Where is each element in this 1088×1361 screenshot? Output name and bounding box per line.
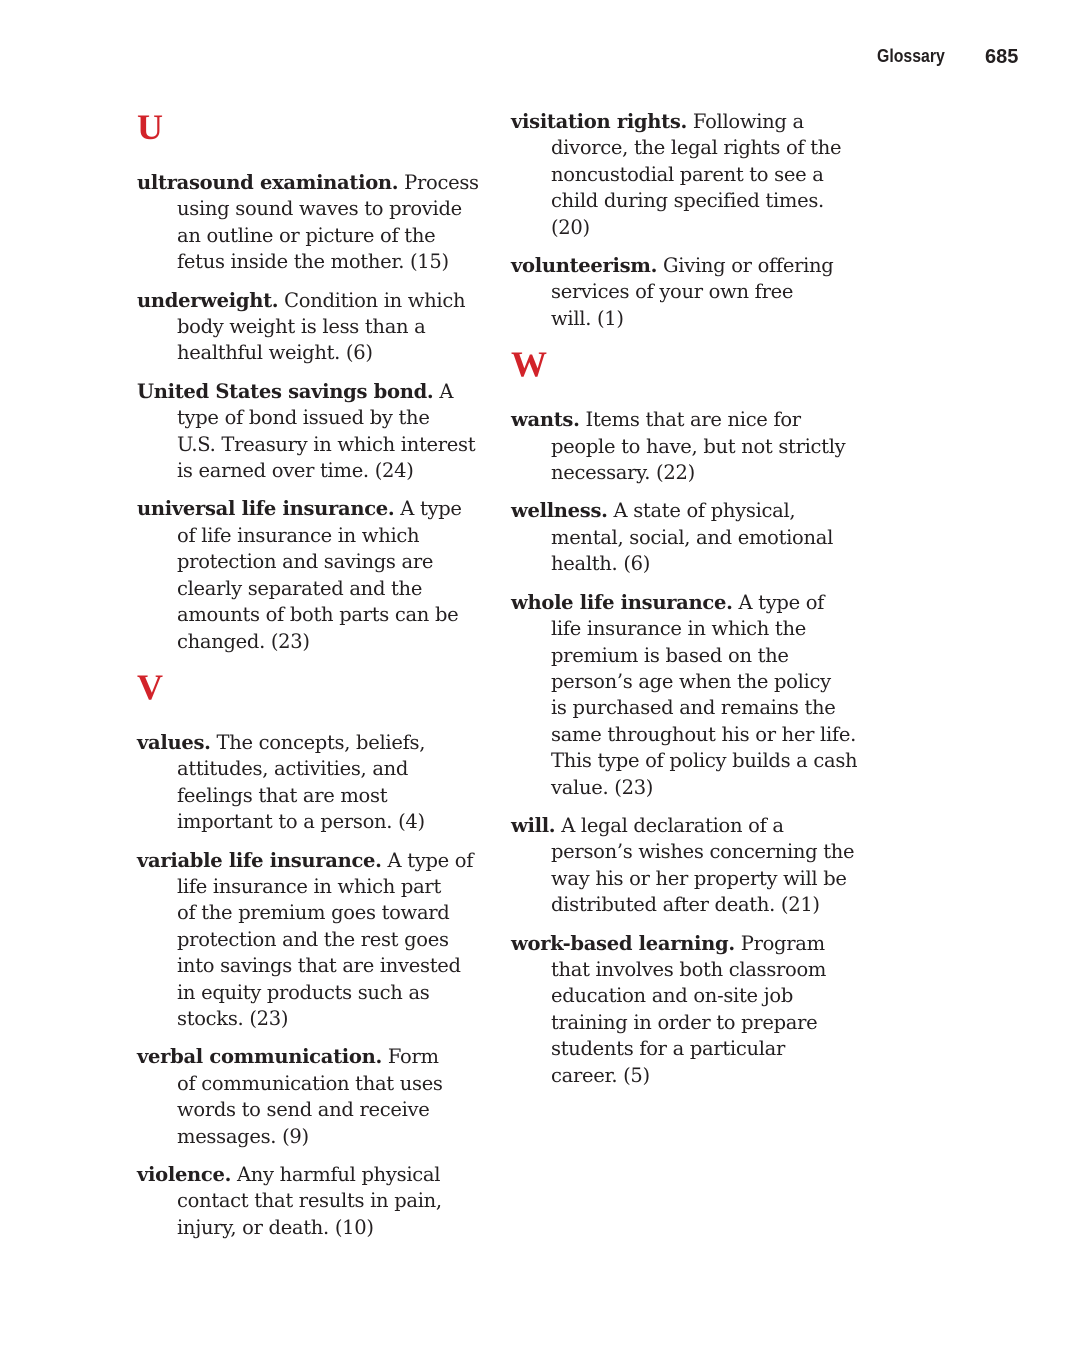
definition-text: The concepts, beliefs,	[210, 730, 426, 754]
definition-line: same throughout his or her life.	[551, 722, 856, 746]
definition-line: words to send and receive	[177, 1098, 430, 1122]
glossary-term: wants.	[511, 408, 580, 432]
entry-first-line	[137, 1162, 497, 1188]
definition-line: way his or her property will be	[551, 866, 847, 890]
definition-line: protection and the rest goes	[177, 927, 449, 951]
definition-text: A	[433, 379, 454, 403]
definition-text: Condition in which	[278, 288, 466, 312]
definition-line: of communication that uses	[177, 1071, 443, 1095]
glossary-term: visitation rights.	[511, 110, 688, 133]
definition-line: person’s age when the policy	[551, 669, 831, 693]
glossary-entry	[137, 848, 497, 1033]
glossary-term: verbal communication.	[137, 1045, 382, 1069]
definition-line: type of bond issued by the	[177, 406, 430, 430]
definition-text: Process	[398, 171, 479, 194]
glossary-term: wellness.	[511, 499, 608, 523]
glossary-entry	[511, 498, 871, 577]
section-letter-heading: V	[137, 666, 163, 707]
glossary-term: work-based learning.	[511, 931, 735, 955]
entry-first-line	[511, 109, 871, 135]
entry-first-line	[137, 848, 497, 874]
definition-line: noncustodial parent to see a	[551, 162, 824, 186]
definition-line: health. (6)	[551, 552, 651, 576]
definition-line: contact that results in pain,	[177, 1189, 442, 1213]
definition-text: A type of	[732, 590, 825, 614]
glossary-term: whole life insurance.	[511, 590, 733, 614]
glossary-entry	[137, 730, 497, 836]
definition-line: premium is based on the	[551, 643, 789, 667]
glossary-entry	[511, 590, 871, 801]
glossary-column-left	[137, 107, 497, 1253]
definition-line: of the premium goes toward	[177, 901, 450, 925]
definition-text: Any harmful physical	[231, 1163, 441, 1186]
definition-line: feelings that are most	[177, 783, 388, 807]
definition-line: U.S. Treasury in which interest	[177, 432, 476, 456]
definition-line: in equity products such as	[177, 980, 430, 1004]
definition-line: students for a particular	[551, 1037, 785, 1061]
definition-line: person’s wishes concerning the	[551, 840, 855, 864]
entry-first-line	[137, 379, 497, 405]
glossary-entry	[137, 1162, 497, 1241]
glossary-entry	[137, 1044, 497, 1150]
entry-first-line	[511, 813, 871, 839]
definition-line: distributed after death. (21)	[551, 893, 820, 917]
definition-line: will. (1)	[551, 306, 624, 330]
entry-first-line	[137, 496, 497, 522]
definition-line: changed. (23)	[177, 629, 310, 653]
running-header-section: Glossary	[877, 46, 945, 66]
definition-line: is earned over time. (24)	[177, 459, 414, 483]
definition-line: education and on-site job	[551, 984, 794, 1008]
entry-first-line	[137, 288, 497, 314]
definition-line: This type of policy builds a cash	[551, 749, 858, 773]
definition-line: career. (5)	[551, 1063, 650, 1087]
definition-line: into savings that are invested	[177, 954, 461, 978]
definition-text: Giving or offering	[657, 254, 834, 278]
entry-first-line	[137, 170, 497, 196]
definition-line: body weight is less than a	[177, 315, 426, 339]
definition-text: Program	[734, 931, 825, 955]
entry-first-line	[137, 1044, 497, 1070]
glossary-entry	[137, 379, 497, 485]
glossary-column-right	[511, 109, 871, 1101]
definition-text: A legal declaration of a	[555, 813, 784, 837]
definition-text: Items that are nice for	[579, 408, 801, 432]
definition-line: is purchased and remains the	[551, 696, 836, 720]
definition-line: that involves both classroom	[551, 957, 827, 981]
definition-line: necessary. (22)	[551, 461, 695, 485]
definition-line: clearly separated and the	[177, 576, 423, 600]
definition-line: child during specified times.	[551, 189, 824, 213]
definition-line: (20)	[551, 215, 590, 239]
definition-line: mental, social, and emotional	[551, 525, 834, 549]
definition-line: using sound waves to provide	[177, 197, 462, 221]
definition-line: training in order to prepare	[551, 1010, 818, 1034]
definition-line: people to have, but not strictly	[551, 434, 846, 458]
definition-line: fetus inside the mother. (15)	[177, 250, 449, 274]
definition-line: stocks. (23)	[177, 1006, 289, 1030]
definition-line: important to a person. (4)	[177, 810, 425, 834]
glossary-entry	[137, 170, 497, 276]
definition-line: an outline or picture of the	[177, 223, 436, 247]
definition-line: healthful weight. (6)	[177, 341, 373, 365]
glossary-entry	[137, 288, 497, 367]
glossary-term: violence.	[137, 1163, 232, 1186]
glossary-term: values.	[137, 730, 211, 754]
glossary-term: variable life insurance.	[137, 848, 382, 872]
page-number: 685	[985, 46, 1019, 68]
definition-line: injury, or death. (10)	[177, 1215, 374, 1239]
glossary-term: United States savings bond.	[137, 379, 434, 403]
definition-text: A type of	[381, 848, 474, 872]
definition-line: life insurance in which the	[551, 617, 806, 641]
definition-line: of life insurance in which	[177, 523, 420, 547]
entry-first-line	[511, 498, 871, 524]
glossary-entry	[511, 407, 871, 486]
glossary-term: underweight.	[137, 288, 279, 312]
definition-line: attitudes, activities, and	[177, 757, 409, 781]
glossary-entry	[511, 931, 871, 1089]
definition-line: protection and savings are	[177, 550, 434, 574]
definition-line: divorce, the legal rights of the	[551, 136, 842, 160]
glossary-entry	[137, 496, 497, 654]
definition-text: Following a	[687, 110, 804, 133]
section-letter-heading: W	[511, 344, 547, 385]
definition-line: messages. (9)	[177, 1124, 309, 1148]
glossary-entry	[511, 813, 871, 919]
entry-first-line	[511, 253, 871, 279]
definition-line: services of your own free	[551, 280, 794, 304]
glossary-term: ultrasound examination.	[137, 171, 399, 194]
definition-text: Form	[381, 1045, 439, 1069]
definition-text: A state of physical,	[607, 499, 796, 523]
entry-first-line	[511, 407, 871, 433]
definition-line: life insurance in which part	[177, 874, 441, 898]
entry-first-line	[511, 590, 871, 616]
entry-first-line	[137, 730, 497, 756]
entry-first-line	[511, 931, 871, 957]
section-letter-heading: U	[137, 107, 163, 147]
definition-text: A type	[394, 497, 462, 521]
glossary-term: will.	[511, 813, 556, 837]
definition-line: value. (23)	[551, 775, 654, 799]
glossary-term: universal life insurance.	[137, 497, 395, 521]
glossary-term: volunteerism.	[511, 254, 658, 278]
glossary-entry	[511, 109, 871, 241]
definition-line: amounts of both parts can be	[177, 603, 459, 627]
glossary-entry	[511, 253, 871, 332]
